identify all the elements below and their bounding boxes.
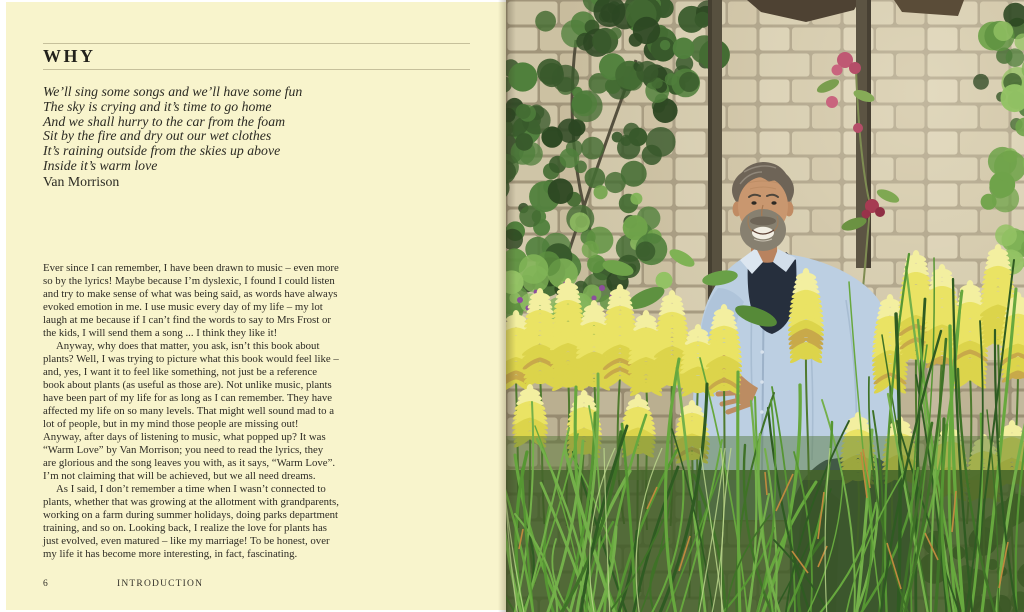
photo-edge-shade (506, 0, 516, 612)
song-lyrics-quote (43, 85, 463, 190)
section-label: INTRODUCTION (117, 579, 204, 589)
page-number: 6 (43, 579, 49, 589)
quote-line: It’s raining outside from the skies up above (43, 143, 281, 159)
quote-attribution: Van Morrison (43, 173, 120, 189)
quote-line: Sit by the fire and dry out our wet clothes (43, 128, 272, 144)
quote-line: And we shall hurry to the car from the foam (43, 113, 286, 129)
garden-photo (506, 0, 1024, 612)
quote-line: Inside it’s warm love (43, 157, 158, 173)
paragraph: As I said, I don’t remember a time when I wasn’t connected to plants, whether that was growing at the allotment with grandparents, working on a farm during summer holidays, doing parks department training, and so on. Looking back, I realize the love for plants has just evolved, even matured – like my marriage! To be honest, over my life it has become more interesting, in fact, fascinating. (43, 483, 339, 560)
photo-page (506, 0, 1024, 612)
rule-above-title (43, 43, 470, 44)
paragraph: Anyway, why does that matter, you ask, isn’t this book about plants? Well, I was trying to picture what this book would feel like – and, yes, I want it to feel like something, not just be a reference book about plants (as useful as those are). Not unlike music, plants have been part of my life for as long as I can remember. They have affected my life on so many levels. That might well sound mad to a lot of people, but in my mind those people are missing out! Anyway, after days of listening to music, what popped up? It was “Warm Love” by Van Morrison; you need to read the lyrics, they are glorious and the song leaves you with, as it says, “Warm Love”. I’m not claiming that will be achieved, but we all need dreams. (43, 340, 339, 482)
body-text (43, 262, 339, 561)
quote-line: We’ll sing some songs and we’ll have some fun (43, 84, 303, 99)
chapter-title: WHY (43, 46, 96, 66)
quote-line: The sky is crying and it’s time to go home (43, 98, 272, 114)
paragraph: Ever since I can remember, I have been drawn to music – even more so by the lyrics! Maybe because I’m dyslexic, I found I could listen and try to make sense of what was being said, as words have always evoked emotion in me. I use music every day of my life – my lot laugh at me because if I can’t find the words to say to Mrs Frost or the kids, I will send them a song ... I think they like it! (43, 262, 339, 339)
left-page (6, 2, 506, 610)
page-gutter-shadow (498, 0, 506, 612)
rule-below-title (43, 69, 470, 70)
